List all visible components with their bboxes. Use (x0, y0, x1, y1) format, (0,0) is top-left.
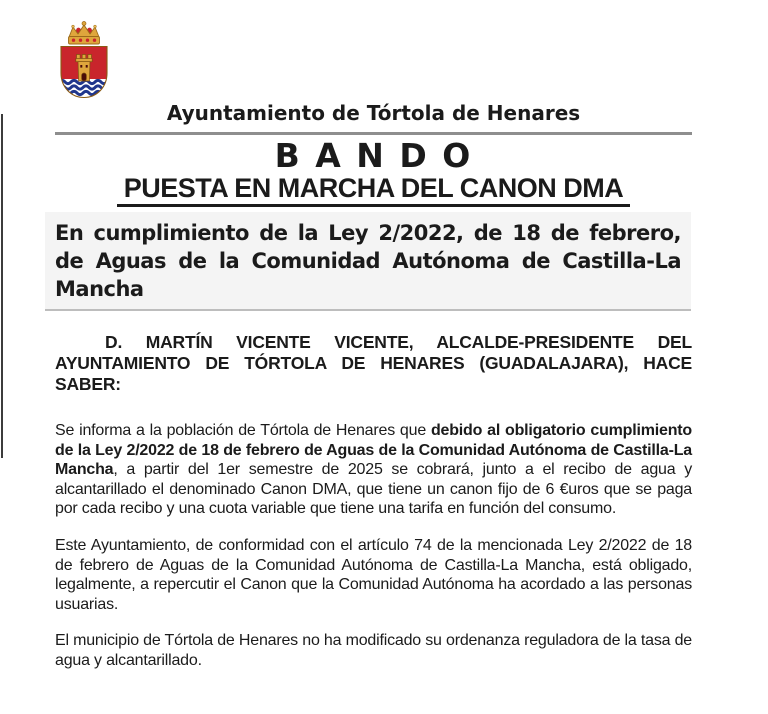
municipality-title: Ayuntamiento de Tórtola de Henares (166, 101, 581, 125)
bando-subtitle (55, 174, 692, 207)
body-paragraph-ordinance: El municipio de Tórtola de Henares no ha modificado su ordenanza reguladora de la tasa de agua y alcantarillado. (55, 632, 692, 669)
paragraph1-prefix: Se informa a la población de Tórtola de Henares que (55, 422, 431, 439)
body-paragraph-obligation: Este Ayuntamiento, de conformidad con el artículo 74 de la mencionada Ley 2/2022 de 18 de febrero de Aguas de la Comunidad Autónoma de Castilla-La Mancha, está obligado, legalmente, a repercutir el Canon que la Comunidad Autónoma ha acordado a las personas usuarias. (55, 536, 692, 613)
bando-heading: B A N D O (274, 136, 473, 175)
announcer-paragraph: D. MARTÍN VICENTE VICENTE, ALCALDE-PRESIDENTE DEL AYUNTAMIENTO DE TÓRTOLA DE HENARES (GUADALAJARA), HACE SABER: (55, 332, 692, 394)
body-paragraph-canon-info (55, 421, 692, 519)
paragraph1-suffix: , a partir del 1er semestre de 2025 se cobrará, junto a el recibo de agua y alcantarillado el denominado Canon DMA, que tiene un canon fijo de 6 €uros que se paga por cada recibo y una cuota variable que tiene una tarifa en función del consumo. (55, 461, 692, 518)
left-border-artifact (1, 114, 3, 458)
document-body (55, 0, 692, 671)
paragraph1-bold-law-reference: debido al obligatorio cumplimiento de la Ley 2/2022 de 18 de febrero de Aguas de la Comunidad Autónoma de Castilla-La Mancha (55, 422, 692, 479)
bando-subtitle-text: PUESTA EN MARCHA DEL CANON DMA (117, 174, 631, 207)
law-compliance-banner: En cumplimiento de la Ley 2/2022, de 18 de febrero, de Aguas de la Comunidad Autónoma de Castilla-La Mancha (45, 212, 691, 311)
